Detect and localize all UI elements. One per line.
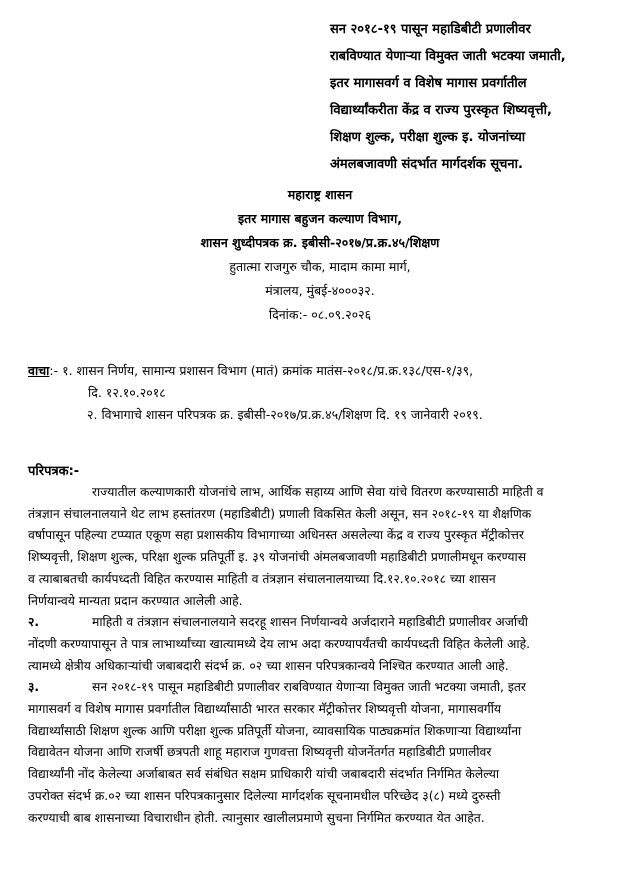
paragraph-3-line: उपरोक्त संदर्भ क्र.०२ च्या शासन परिपत्रकानुसार दिलेल्या मार्गदर्शक सूचनामधील परिच्छेद ३(८) मध्ये दुरुस्ती [28,788,501,803]
paragraph-3-line: करण्याची बाब शासनाच्या विचाराधीन होती. त्यानुसार खालीलप्रमाणे सुचना निर्गमित करण्यात येत आहेत. [28,810,485,825]
paragraph-1-line: निर्णयान्वये मान्यता प्रदान करण्यात आलेली आहे. [28,593,243,608]
department-name: इतर मागास बहुजन कल्याण विभाग, [237,211,403,226]
paragraph-2-first-line [28,612,620,634]
government-header [140,183,500,327]
paragraph-3-line: विद्यार्थ्यांनी नोंद केलेल्या अर्जाबाबत सर्व संबंधित सक्षम प्राधिकारी यांची जबाबदारी संदर्भात निर्गमित केलेल्या [28,767,500,782]
paragraph-2-line: त्यामध्ये क्षेत्रीय अधिकाऱ्यांची जबाबदारी संदर्भ क्र. ०२ च्या शासन परिपत्रकान्वये निश्चित करण्यात आली आहे. [28,658,509,673]
circular-heading: परिपत्रक:- [28,464,80,479]
address-line-2: मंत्रालय, मुंबई-४०००३२. [265,283,375,298]
paragraph-1-line: वर्षापासून पहिल्या टप्प्यात एकूण सहा प्रशासकीय विभागाच्या अधिनस्त असलेल्या केंद्र व राज्य पुरस्कृत मॅट्रीकोत्तर [28,528,524,543]
subject-line: राबविण्यात येणाऱ्या विमुक्त जाती भटक्या जमाती, [330,49,566,64]
paragraph-3-number: ३. [28,680,40,695]
subject-line: अंमलबजावणी संदर्भात मार्गदर्शक सूचना. [330,157,523,172]
reference-1-text: :- १. शासन निर्णय, सामान्य प्रशासन विभाग (मातं) क्रमांक मातंस-२०१८/प्र.क्र.१३८/एस-१/३९, [49,363,474,378]
paragraph-3-first-line [28,677,620,699]
reference-2: २. विभागाचे शासन परिपत्रक क्र. इबीसी-२०१७/प्र.क्र.४५/शिक्षण दि. १९ जानेवारी २०१९. [87,407,483,422]
paragraph-3-line: सन २०१८-१९ पासून महाडिबीटी प्रणालीवर राबविण्यात येणाऱ्या विमुक्त जाती भटक्या जमाती, इतर [92,680,526,695]
circular-date: दिनांक:- ०८.०९.२०२६ [268,307,372,322]
paragraph-1-line: व त्याबाबतची कार्यपध्दती विहित करण्यास माहिती व तंत्रज्ञान संचालनालयाच्या दि.१२.१०.२०१८ च्या शासन [28,571,496,586]
government-name: महाराष्ट्र शासन [287,187,353,202]
paragraph-2-line: माहिती व तंत्रज्ञान संचालनालयाने सदरहू शासन निर्णयान्वये अर्जदाराने महाडिबीटी प्रणालीवर अर्जाची [92,615,528,630]
subject-line: शिक्षण शुल्क, परीक्षा शुल्क इ. योजनांच्या [330,130,526,145]
reference-1 [28,360,628,382]
address-line-1: हुतात्मा राजगुरु चौक, मादाम कामा मार्ग, [229,259,411,274]
paragraph-1-line: शिष्यवृत्ती, शिक्षण शुल्क, परिक्षा शुल्क प्रतिपूर्ती इ. ३९ योजनांची अंमलबजावणी महाडिबीटी प्रणालीमधून करण्यास [28,550,527,565]
paragraph-3-line: विद्यावेतन योजना आणि राजर्षी छत्रपती शाहू महाराज गुणवत्ता शिष्यवृत्ती योजनेंतर्गत महाडिबीटी प्रणालीवर [28,745,492,760]
paragraph-3-line: विद्यार्थ्यांसाठी शिक्षण शुल्क आणि परीक्षा शुल्क प्रतिपूर्ती योजना, व्यावसायिक पाठ्यक्रमांत शिकणाऱ्या विद्यार्थ्यांना [28,723,522,738]
circular-body [28,482,620,829]
paragraph-1-line: राज्यातील कल्याणकारी योजनांचे लाभ, आर्थिक सहाय्य आणि सेवा यांचे वितरण करण्यासाठी माहिती व [92,485,544,499]
references-block [28,360,628,426]
paragraph-2-number: २. [28,615,40,630]
circular-number: शासन शुध्दीपत्रक क्र. इबीसी-२०१७/प्र.क्र.४५/शिक्षण [200,235,440,250]
paragraph-2-line: नोंदणी करण्यापासून ते पात्र लाभार्थ्यांच्या खात्यामध्ये देय लाभ अदा करण्यापर्यंतची कार्यपध्दती विहित केलेली आहे. [28,636,531,651]
subject-block [330,16,630,178]
references-label: वाचा [28,363,50,378]
paragraph-1-line: तंत्रज्ञान संचालनालयाने थेट लाभ हस्तांतरण (महाडिबीटी) प्रणाली विकसित केली असून, सन २०१८-१९ या शैक्षणिक [28,506,532,521]
subject-line: विद्यार्थ्यांकरीता केंद्र व राज्य पुरस्कृत शिष्यवृत्ती, [330,103,552,118]
reference-1-date: दि. १२.१०.२०१८ [88,385,166,400]
paragraph-3-line: मागासवर्ग व विशेष मागास प्रवर्गातील विद्यार्थ्यांसाठी भारत सरकार मॅट्रीकोत्तर शिष्यवृत्ती योजना, मागासवर्गीय [28,702,502,717]
subject-line: इतर मागासवर्ग व विशेष मागास प्रवर्गातील [330,76,527,91]
subject-line: सन २०१८-१९ पासून महाडिबीटी प्रणालीवर [330,22,531,37]
